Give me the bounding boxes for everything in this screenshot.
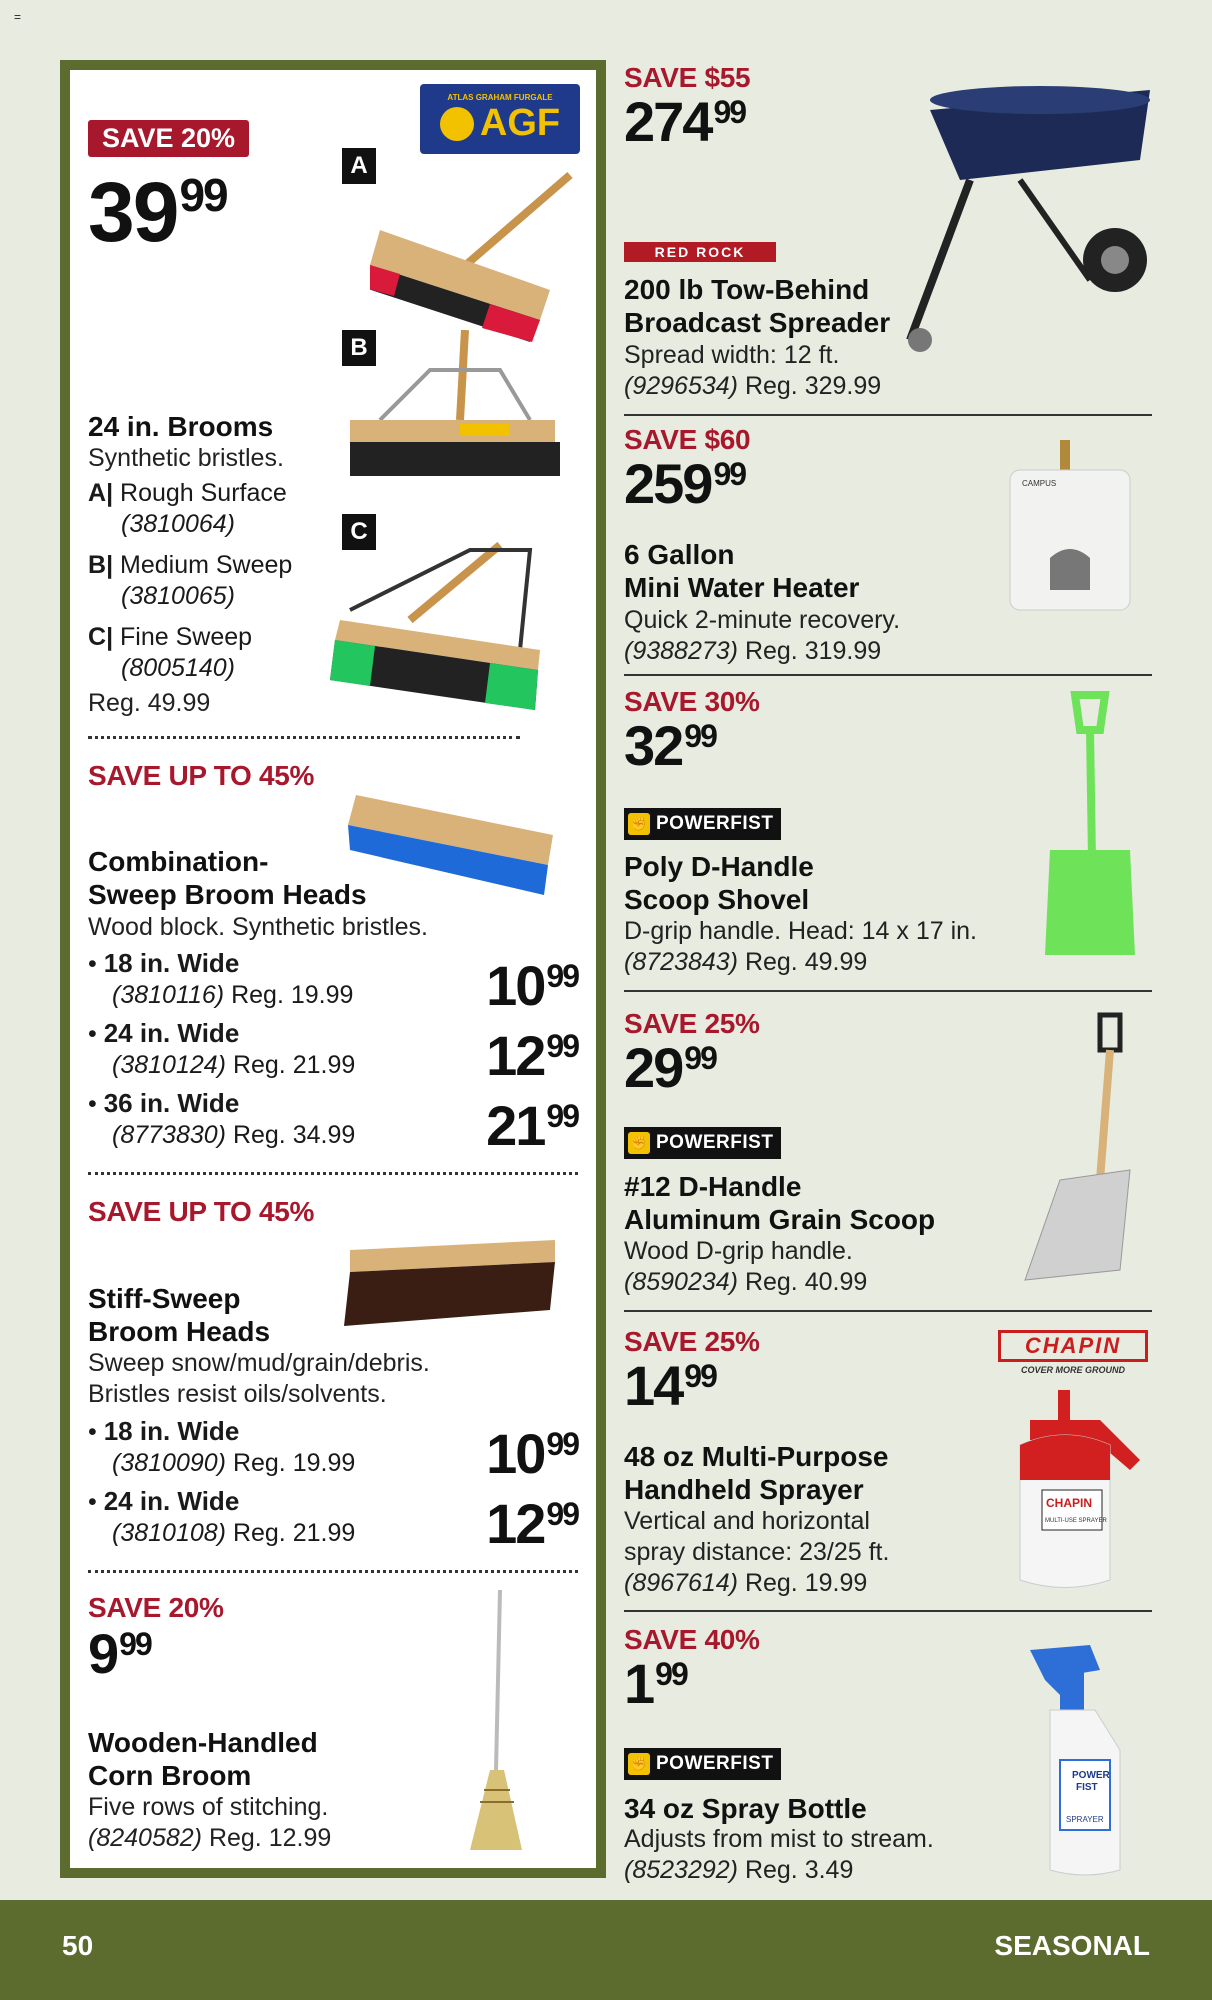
grain-price: 2999 — [624, 1036, 716, 1099]
brooms-reg: Reg. 49.99 — [88, 689, 211, 717]
water-heater-image — [1000, 440, 1140, 620]
section-label: SEASONAL — [994, 1930, 1150, 1961]
divider — [624, 1610, 1152, 1612]
spray-bottle-image — [1020, 1640, 1140, 1880]
powerfist-logo: ✊ POWERFIST — [624, 1748, 781, 1780]
combo-save: SAVE UP TO 45% — [88, 760, 315, 791]
brooms-save-badge: SAVE 20% — [88, 120, 249, 157]
bottle-price: 199 — [624, 1652, 687, 1715]
heater-save: SAVE $60 — [624, 424, 751, 455]
sprayer-reg: (8967614) Reg. 19.99 — [624, 1569, 868, 1597]
sprayer-title: 48 oz Multi-Purpose Handheld Sprayer — [624, 1441, 889, 1505]
shovel-title: Poly D-Handle Scoop Shovel — [624, 851, 814, 915]
grain-title: #12 D-Handle Aluminum Grain Scoop — [624, 1171, 936, 1235]
chapin-logo: CHAPIN COVER MORE GROUND — [998, 1330, 1148, 1375]
grain-reg: (8590234) Reg. 40.99 — [624, 1268, 868, 1296]
sprayer-save: SAVE 25% — [624, 1326, 760, 1357]
divider — [624, 674, 1152, 676]
brooms-desc: Synthetic bristles. — [88, 444, 284, 472]
bottle-desc: Adjusts from mist to stream. — [624, 1825, 934, 1853]
shovel-reg: (8723843) Reg. 49.99 — [624, 948, 868, 976]
heater-reg: (9388273) Reg. 319.99 — [624, 637, 882, 665]
combo-row-2: • 24 in. Wide (3810124) Reg. 21.99 1299 — [88, 1018, 578, 1087]
sprayer-price: 1499 — [624, 1354, 716, 1417]
brooms-title: 24 in. Brooms — [88, 411, 274, 442]
spreader-price: 27499 — [624, 90, 746, 153]
stiff-row-2: • 24 in. Wide (3810108) Reg. 21.99 1299 — [88, 1486, 578, 1555]
combo-broom-image — [348, 795, 558, 905]
bottle-save: SAVE 40% — [624, 1624, 760, 1655]
corner-mark: = — [14, 10, 22, 24]
stiff-row-1: • 18 in. Wide (3810090) Reg. 19.99 1099 — [88, 1416, 578, 1485]
corn-reg: (8240582) Reg. 12.99 — [88, 1824, 332, 1852]
sprayer-desc: Vertical and horizontal spray distance: 23/25 ft. — [624, 1507, 890, 1566]
bottle-product-label: POWER — [1072, 1770, 1110, 1781]
broom-b-image — [350, 330, 565, 490]
broom-c-image — [330, 540, 545, 720]
spreader-save: SAVE $55 — [624, 62, 751, 93]
divider — [88, 1172, 578, 1175]
broom-item-b: B| Medium Sweep (3810065) — [88, 551, 293, 610]
divider — [88, 1570, 578, 1573]
shovel-price: 3299 — [624, 714, 716, 777]
powerfist-logo: ✊ POWERFIST — [624, 1127, 781, 1159]
sprayer-image — [1000, 1390, 1150, 1600]
bottle-product-label: FIST — [1076, 1782, 1098, 1793]
bottle-title: 34 oz Spray Bottle — [624, 1793, 867, 1824]
broom-item-c: C| Fine Sweep (8005140) — [88, 623, 253, 682]
spreader-image — [870, 80, 1160, 380]
heater-desc: Quick 2-minute recovery. — [624, 606, 901, 634]
spreader-desc: Spread width: 12 ft. — [624, 341, 840, 369]
red-rock-logo: RED ROCK — [624, 242, 776, 262]
corn-desc: Five rows of stitching. — [88, 1793, 329, 1821]
bottle-reg: (8523292) Reg. 3.49 — [624, 1856, 854, 1884]
grain-scoop-image — [1020, 1010, 1140, 1290]
divider — [624, 414, 1152, 416]
poly-shovel-image — [1040, 690, 1140, 970]
sprayer-product-label: CHAPIN — [1046, 1496, 1093, 1510]
fist-icon: ✊ — [628, 1753, 650, 1775]
page-number: 50 — [62, 1930, 94, 1961]
corn-save: SAVE 20% — [88, 1592, 224, 1623]
combo-desc: Wood block. Synthetic bristles. — [88, 913, 428, 941]
heater-product-label: CAMPUS — [1022, 479, 1057, 488]
sprayer-product-sublabel: MULTI-USE SPRAYER — [1045, 1518, 1107, 1524]
stiff-broom-image — [340, 1240, 555, 1330]
heater-price: 25999 — [624, 452, 746, 515]
shovel-save: SAVE 30% — [624, 686, 760, 717]
combo-row-1: • 18 in. Wide (3810116) Reg. 19.99 1099 — [88, 948, 578, 1017]
globe-icon — [440, 107, 474, 141]
combo-title: Combination- Sweep Broom Heads — [88, 846, 367, 910]
page-footer — [0, 1900, 1212, 2000]
label-c: C — [342, 514, 376, 550]
stiff-title: Stiff-Sweep Broom Heads — [88, 1283, 271, 1347]
corn-price: 999 — [88, 1622, 151, 1685]
fist-icon: ✊ — [628, 813, 650, 835]
fist-icon: ✊ — [628, 1132, 650, 1154]
grain-save: SAVE 25% — [624, 1008, 760, 1039]
heater-title: 6 Gallon Mini Water Heater — [624, 539, 860, 603]
corn-broom-image — [460, 1590, 530, 1860]
bottle-product-label: SPRAYER — [1066, 1815, 1104, 1824]
divider — [88, 736, 520, 739]
shovel-desc: D-grip handle. Head: 14 x 17 in. — [624, 917, 977, 945]
corn-title: Wooden-Handled Corn Broom — [88, 1727, 318, 1791]
spreader-title: 200 lb Tow-Behind Broadcast Spreader — [624, 274, 891, 338]
combo-row-3: • 36 in. Wide (8773830) Reg. 34.99 2199 — [88, 1088, 578, 1157]
broom-a-image — [370, 170, 580, 350]
divider — [624, 990, 1152, 992]
broom-item-a: A| Rough Surface (3810064) — [88, 479, 287, 538]
label-b: B — [342, 330, 376, 366]
stiff-desc: Sweep snow/mud/grain/debris. Bristles resist oils/solvents. — [88, 1349, 430, 1408]
spreader-reg: (9296534) Reg. 329.99 — [624, 372, 882, 400]
grain-desc: Wood D-grip handle. — [624, 1237, 853, 1265]
divider — [624, 1310, 1152, 1312]
agf-logo: ATLAS GRAHAM FURGALE AGF — [420, 84, 580, 154]
brooms-price: 3999 — [88, 165, 227, 259]
powerfist-logo: ✊ POWERFIST — [624, 808, 781, 840]
label-a: A — [342, 148, 376, 184]
stiff-save: SAVE UP TO 45% — [88, 1196, 315, 1227]
